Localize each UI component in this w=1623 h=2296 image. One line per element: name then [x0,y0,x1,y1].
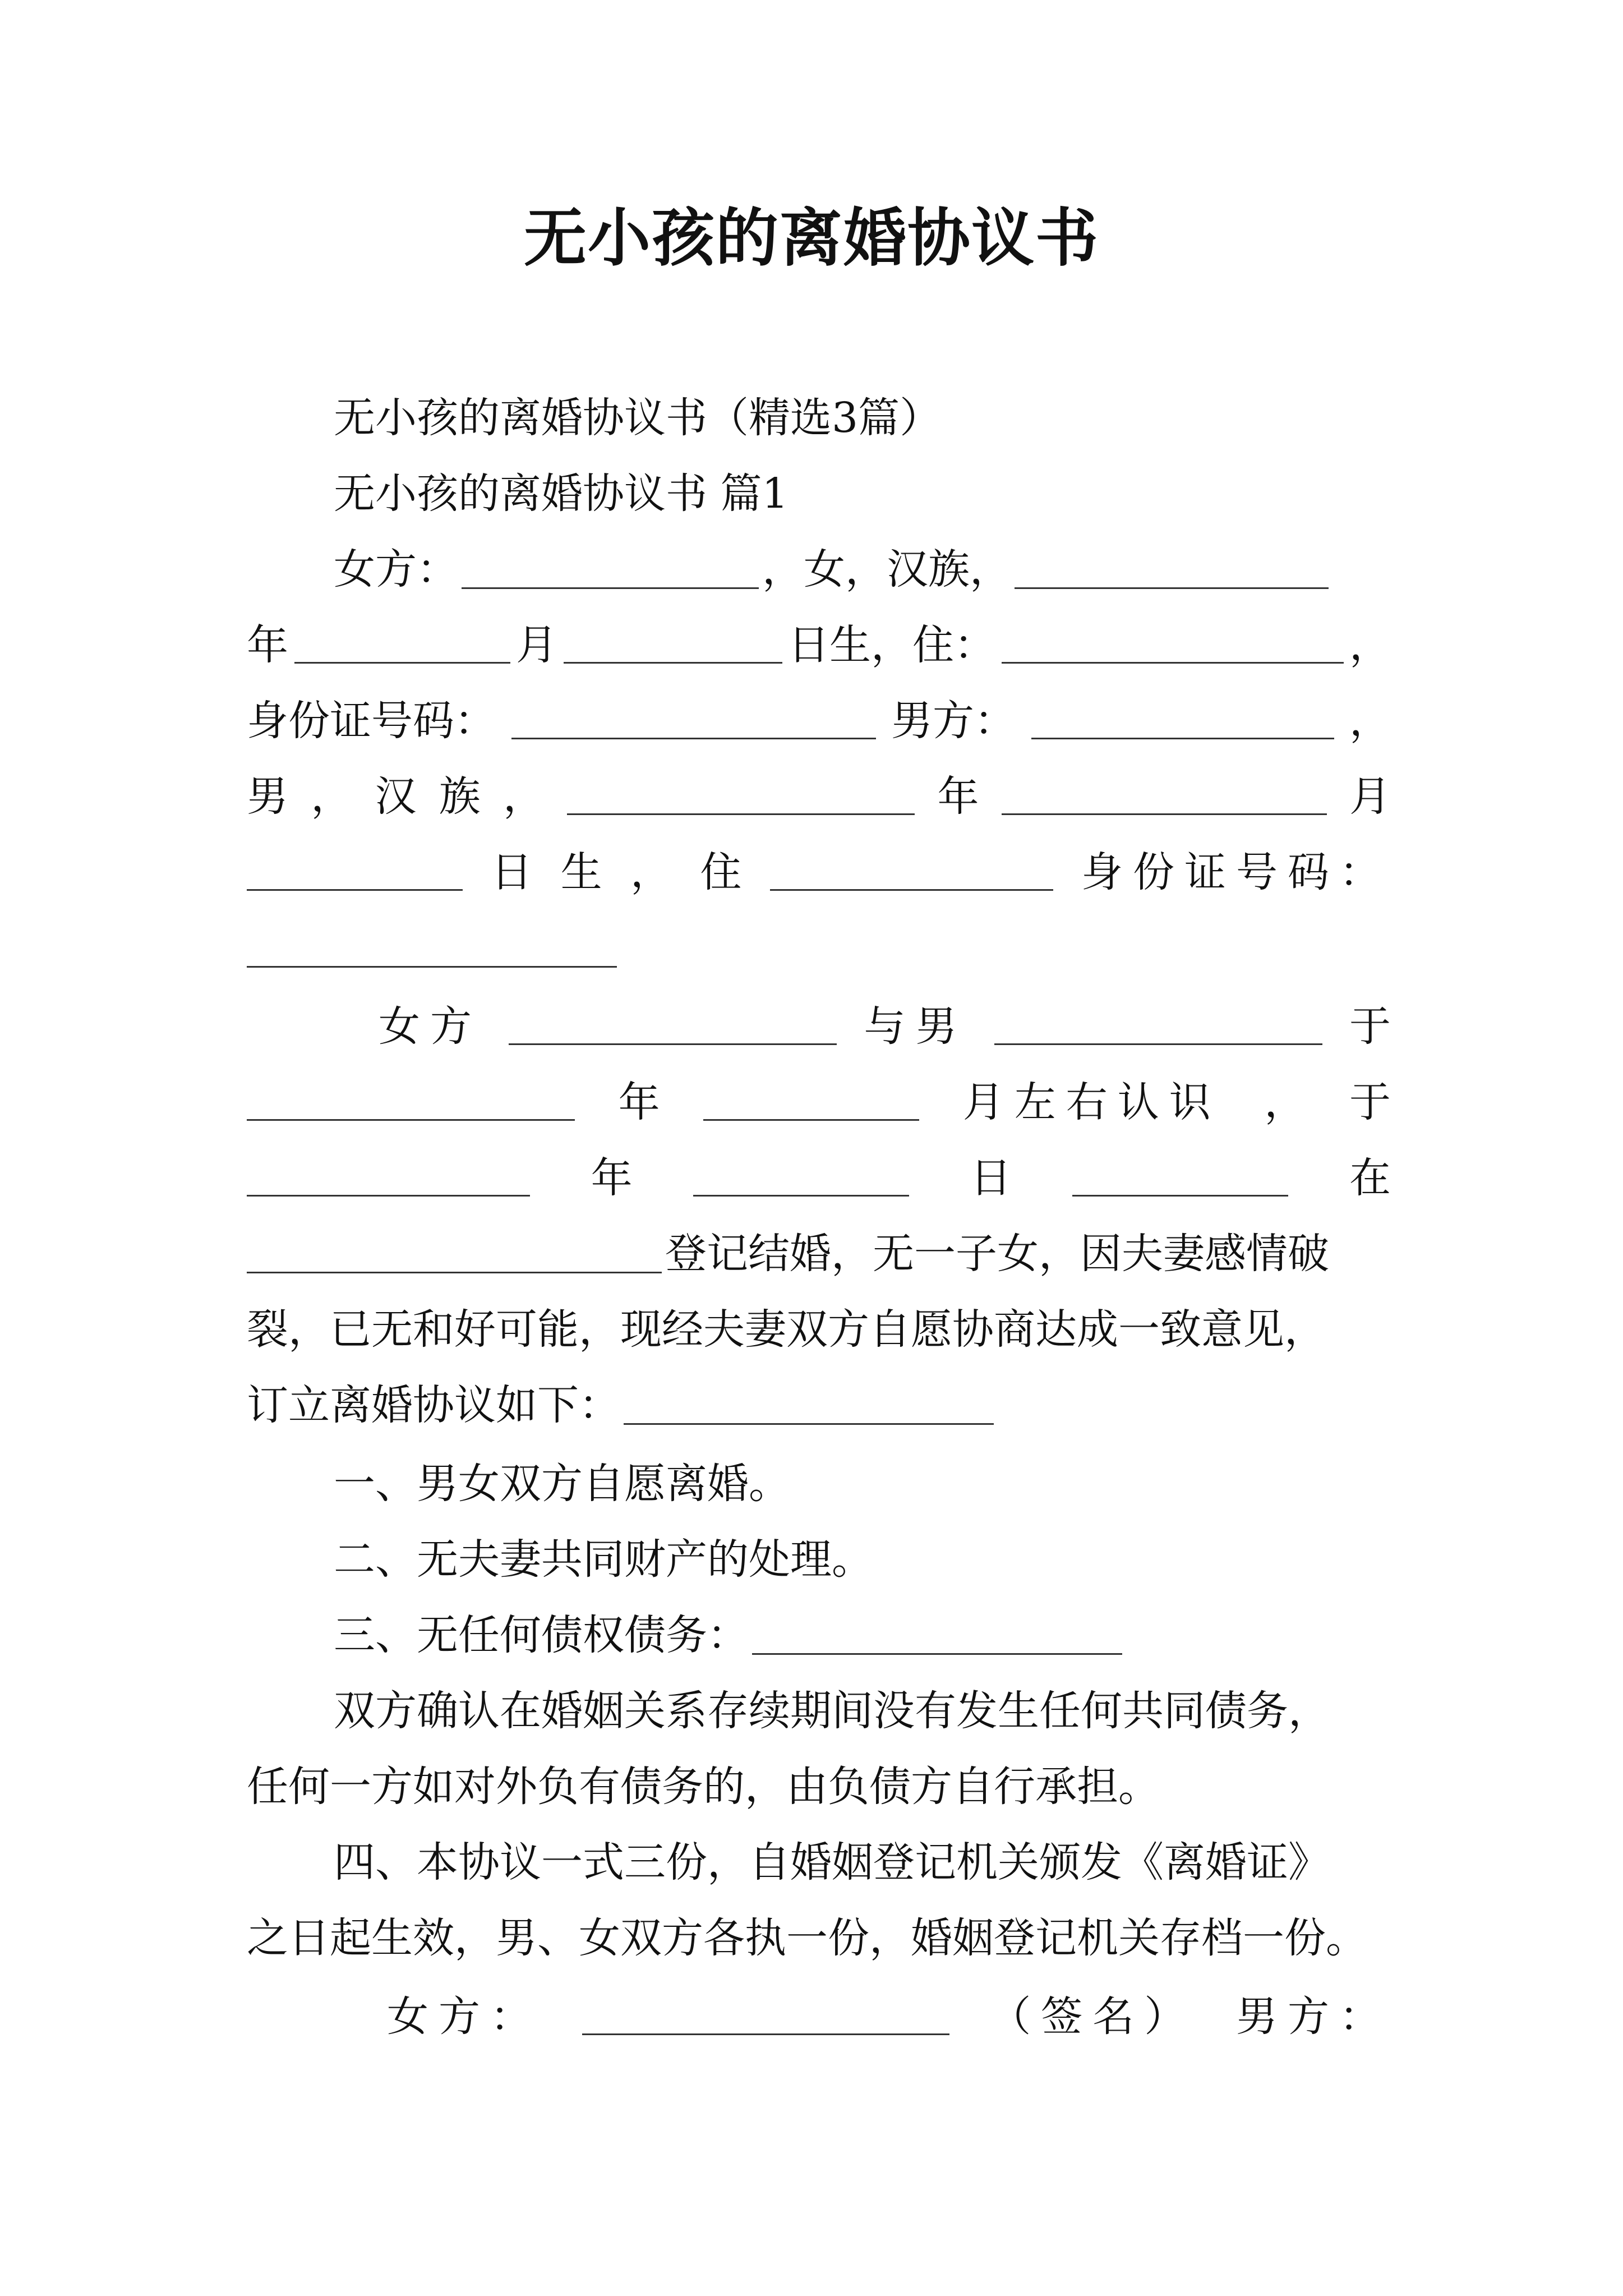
fill-blank[interactable] [1015,587,1329,589]
section-heading: 无小孩的离婚协议书 篇1 [334,470,789,518]
fill-blank[interactable] [994,1043,1322,1045]
fill-blank[interactable] [1002,662,1344,664]
fill-blank[interactable] [247,889,463,891]
fill-blank[interactable] [770,889,1053,891]
fill-blank[interactable] [567,813,915,815]
fill-blank[interactable] [247,1119,575,1121]
fill-blank[interactable] [462,587,759,589]
marriage-line-2: 年 月左右认识 ， 于 [247,1071,1391,1133]
female-signature-label: 女方： [387,1993,542,2041]
clause-2: 二、无夫妻共同财产的处理。 [334,1535,873,1584]
signature-note: （签名） [989,1993,1196,2041]
intro-line-1: 女方： ，女，汉族， [334,539,1391,600]
document-title: 无小孩的离婚协议书 [524,201,1099,275]
fill-blank[interactable] [564,662,782,664]
fill-blank[interactable] [1002,813,1327,815]
fill-blank[interactable] [509,1043,837,1045]
fill-blank[interactable] [703,1119,919,1121]
marriage-line-6: 订立离婚协议如下： [247,1374,1391,1436]
intro-line-6 [247,917,1391,979]
fill-blank[interactable] [1072,1195,1288,1197]
male-signature-label: 男方： [1235,1993,1391,2041]
fill-blank[interactable] [247,1272,662,1273]
fill-blank[interactable] [247,1195,530,1197]
fill-blank[interactable] [693,1195,909,1197]
clause-3: 三、无任何债权债务： [334,1604,1391,1666]
marriage-line-1: 女方 与男 于 [379,1002,1391,1051]
fill-blank[interactable] [1031,738,1334,739]
clause-3-note-line-2: 任何一方如对外负有债务的，由负债方自行承担。 [247,1763,1160,1811]
intro-line-2: 年 月 日生，住： ， [247,621,1391,669]
fill-blank[interactable] [752,1653,1122,1655]
fill-blank[interactable] [247,966,617,968]
subtitle: 无小孩的离婚协议书（精选3篇） [334,394,942,442]
clause-4-line-2: 之日起生效，男、女双方各执一份，婚姻登记机关存档一份。 [247,1914,1367,1962]
marriage-line-5: 裂，已无和好可能，现经夫妻双方自愿协商达成一致意见， [247,1305,1326,1354]
fill-blank[interactable] [624,1423,994,1425]
intro-line-4: 男 ， 汉 族 ， 年 月 [247,772,1391,821]
intro-line-3: 身份证号码： 男方： ， [247,697,1391,745]
marriage-line-3: 年 日 在 [247,1147,1391,1209]
marriage-line-4: 登记结婚，无一子女，因夫妻感情破 [247,1223,1391,1285]
fill-blank[interactable] [294,662,510,664]
female-signature-blank[interactable] [582,2033,949,2035]
clause-3-note-line-1: 双方确认在婚姻关系存续期间没有发生任何共同债务， [334,1687,1330,1735]
intro-line-5: 日 生 ， 住 身份证号码： [247,841,1391,903]
signature-line [387,1986,1391,2047]
clause-1: 一、男女双方自愿离婚。 [334,1460,790,1508]
fill-blank[interactable] [511,738,876,739]
clause-4-line-1: 四、本协议一式三份，自婚姻登记机关颁发《离婚证》 [334,1838,1330,1887]
